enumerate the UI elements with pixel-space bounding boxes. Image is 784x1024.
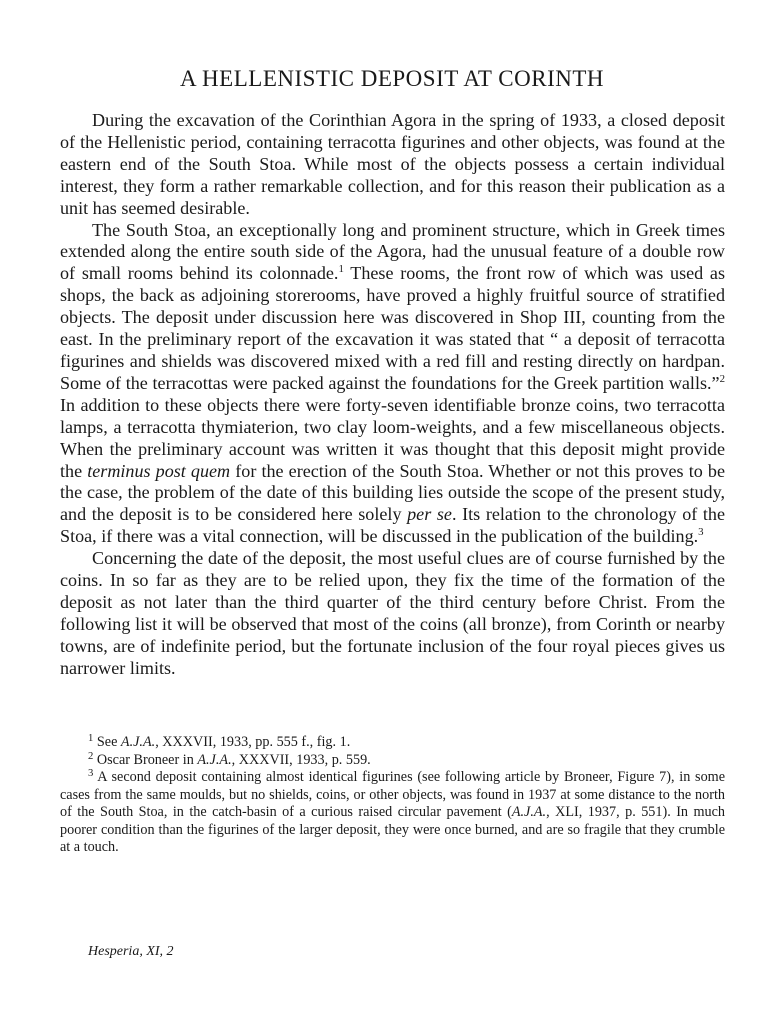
paragraph-3-text: Concerning the date of the deposit, the most useful clues are of course furnished by the coins. In so far as they are to be relied upon, they fix the time of the formation of the deposit as not later than the third quarter of the third century before Christ. From the following list it will be observed that most of the coins (all bronze), from Corinth or nearby towns, are of indefinite period, but the fortunate inclusion of the four royal pieces gives us narrower limits. bbox=[60, 548, 725, 678]
footnote-2 bbox=[60, 752, 725, 770]
paragraph-3 bbox=[60, 548, 725, 679]
footnote-2-text-b: , XXXVII, 1933, p. 559. bbox=[231, 751, 371, 768]
footnote-3 bbox=[60, 769, 725, 857]
paragraph-2-text-c: In addition to these objects there were forty-seven identifiable bronze coins, two terracotta lamps, a terracotta thymiaterion, two clay loom-weights, and a few miscellaneous objects. When the preliminary account was written it was thought that this deposit might provide the bbox=[60, 394, 725, 481]
footnote-ref-2[interactable]: 2 bbox=[719, 372, 725, 385]
paragraph-2-text-b: These rooms, the front row of which was used as shops, the back as adjoining storerooms, have proved a highly fruitful source of stratified objects. The deposit under discussion here was discovered in Shop III, counting from the east. In the preliminary report of the excavation it was stated that “ a deposit of terracotta figurines and shields was discovered mixed with a red fill and resting directly on hardpan. Some of the terracottas were packed against the foundations for the Greek partition walls.” bbox=[60, 263, 726, 393]
running-footer: Hesperia, XI, 2 bbox=[88, 944, 174, 959]
footnote-ref-1[interactable]: 1 bbox=[338, 263, 344, 276]
term-per-se: per se bbox=[407, 504, 452, 525]
paragraph-1 bbox=[60, 110, 725, 220]
footnote-3-text-a: A second deposit containing almost identical figurines (see following article by Broneer, Figure 7), in some cases from the same moulds, but no shields, coins, or other objects, was found in 1937 at some distance to the north of the South Stoa, in the catch-basin of a curious raised circular pavement ( bbox=[60, 769, 725, 820]
term-terminus-post-quem: terminus post quem bbox=[87, 460, 231, 481]
footnote-1-number: 1 bbox=[88, 733, 94, 745]
paragraph-2-text-e: . Its relation to the chronology of the Stoa, if there was a vital connection, will be discussed in the publication of the building. bbox=[60, 504, 726, 547]
paragraph-2 bbox=[60, 220, 725, 549]
article-title: A HELLENISTIC DEPOSIT AT CORINTH bbox=[179, 66, 605, 91]
footnote-1-text-b: , XXXVII, 1933, pp. 555 f., fig. 1. bbox=[155, 734, 351, 750]
footnote-1-journal: A.J.A. bbox=[120, 734, 156, 750]
paragraph-2-text-a: The South Stoa, an exceptionally long and prominent structure, which in Greek times extended along the entire south side of the Agora, had the unusual feature of a double row of small rooms behind its colonnade. bbox=[60, 219, 725, 284]
footnote-ref-3[interactable]: 3 bbox=[698, 526, 704, 539]
footnote-1 bbox=[60, 734, 725, 752]
footnote-3-journal: A.J.A. bbox=[511, 804, 547, 820]
footnote-3-number: 3 bbox=[88, 768, 94, 780]
paragraph-1-text: During the excavation of the Corinthian Agora in the spring of 1933, a closed deposit of the Hellenistic period, containing terracotta figurines and other objects, was found at the eastern end of the South Stoa. While most of the objects possess a certain individual interest, they form a rather remarkable collection, and for this reason their publication as a unit has seemed desirable. bbox=[60, 110, 725, 218]
footnote-2-journal: A.J.A. bbox=[197, 751, 232, 768]
article-body bbox=[60, 110, 725, 680]
footnote-3-text-b: , XLI, 1937, p. 551). In much poorer condition than the figurines of the larger deposit, they were once burned, and are so fragile that they crumble at a touch. bbox=[60, 804, 726, 855]
footnote-1-text-a: See bbox=[93, 734, 121, 750]
footnote-2-number: 2 bbox=[88, 750, 94, 762]
footnotes bbox=[60, 734, 725, 857]
paragraph-2-text-d: for the erection of the South Stoa. Whether or not this proves to be the case, the problem of the date of this building lies outside the scope of the present study, and the deposit is to be considered here solely bbox=[60, 460, 725, 525]
footnote-2-text-a: Oscar Broneer in bbox=[93, 751, 198, 768]
